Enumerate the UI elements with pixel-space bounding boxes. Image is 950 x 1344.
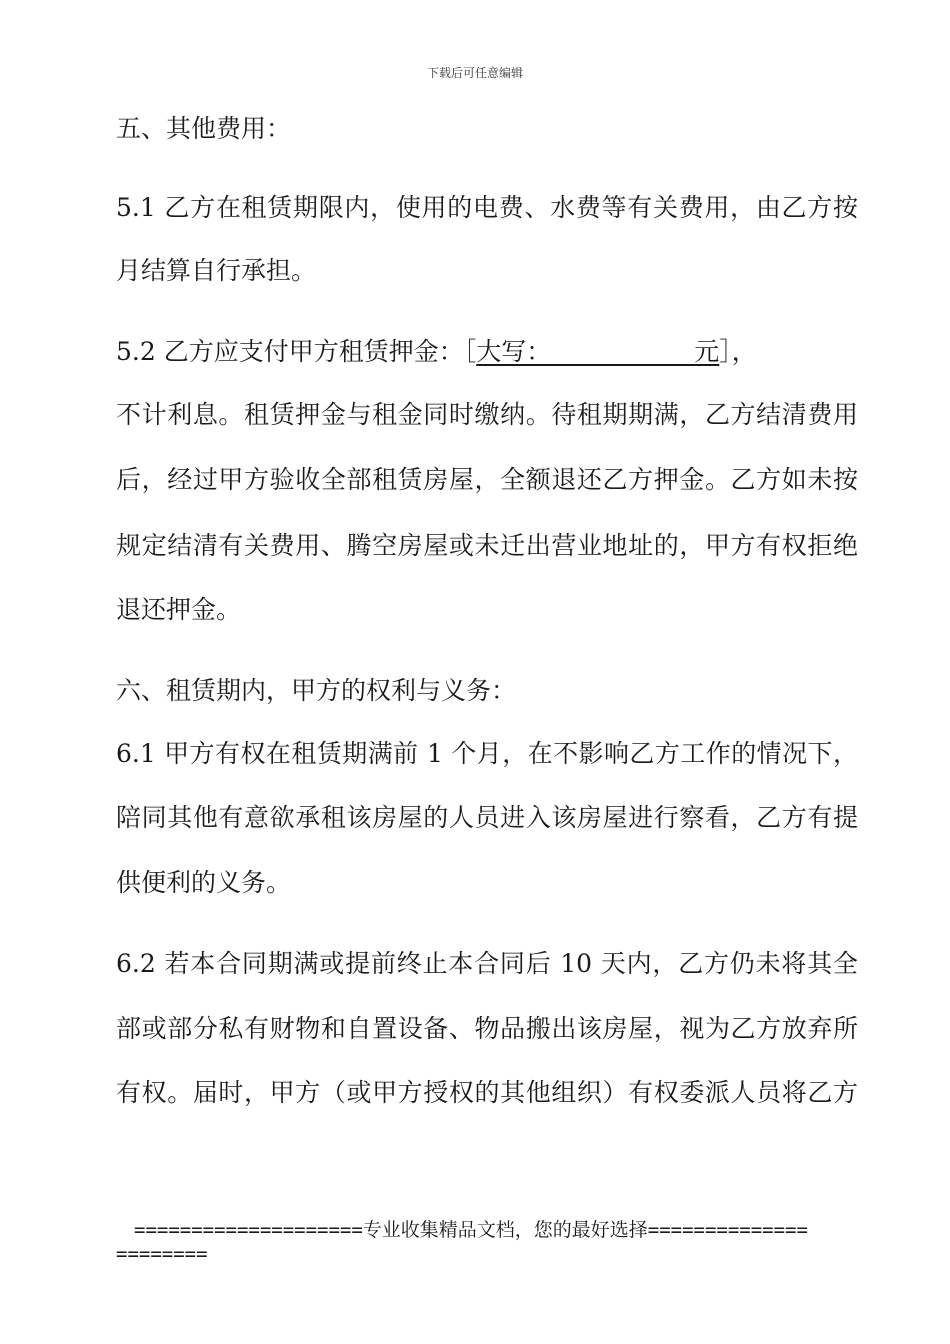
clause-6-1-line-1: 6.1 甲方有权在租赁期满前 1 个月，在不影响乙方工作的情况下， bbox=[116, 739, 858, 768]
page-header-note: 下载后可任意编辑 bbox=[426, 66, 523, 80]
clause-5-2-prefix: 5.2 乙方应支付甲方租赁押金：［ bbox=[116, 337, 477, 366]
clause-6-2-line-3: 有权。届时，甲方（或甲方授权的其他组织）有权委派人员将乙方 bbox=[116, 1078, 858, 1107]
section-6-title: 六、租赁期内，甲方的权利与义务： bbox=[116, 676, 517, 705]
clause-5-2-line-3: 后，经过甲方验收全部租赁房屋，全额退还乙方押金。乙方如未按 bbox=[116, 465, 858, 494]
clause-5-2-line-1 bbox=[116, 335, 858, 369]
clause-5-2-line-5: 退还押金。 bbox=[116, 595, 242, 624]
footer-banner-line-1: ====================专业收集精品文档，您的最好选择============== bbox=[134, 1219, 808, 1241]
clause-6-2-line-1: 6.2 若本合同期满或提前终止本合同后 10 天内，乙方仍未将其全 bbox=[116, 949, 858, 978]
clause-5-1-line-1: 5.1 乙方在租赁期限内，使用的电费、水费等有关费用，由乙方按 bbox=[116, 193, 858, 222]
clause-5-2-suffix: ］， bbox=[719, 337, 757, 366]
clause-6-1-line-2: 陪同其他有意欲承租该房屋的人员进入该房屋进行察看，乙方有提 bbox=[116, 803, 858, 832]
clause-5-1-line-2: 月结算自行承担。 bbox=[116, 256, 317, 285]
clause-6-1-line-3: 供便利的义务。 bbox=[116, 868, 292, 897]
deposit-amount-field: 大写： 元 bbox=[476, 337, 720, 366]
footer-banner-line-2: ======== bbox=[116, 1243, 208, 1265]
clause-5-2-line-4: 规定结清有关费用、腾空房屋或未迁出营业地址的，甲方有权拒绝 bbox=[116, 531, 858, 560]
clause-5-2-line-2: 不计利息。租赁押金与租金同时缴纳。待租期期满，乙方结清费用 bbox=[116, 400, 858, 429]
section-5-title: 五、其他费用： bbox=[116, 114, 292, 143]
clause-6-2-line-2: 部或部分私有财物和自置设备、物品搬出该房屋，视为乙方放弃所 bbox=[116, 1014, 858, 1043]
